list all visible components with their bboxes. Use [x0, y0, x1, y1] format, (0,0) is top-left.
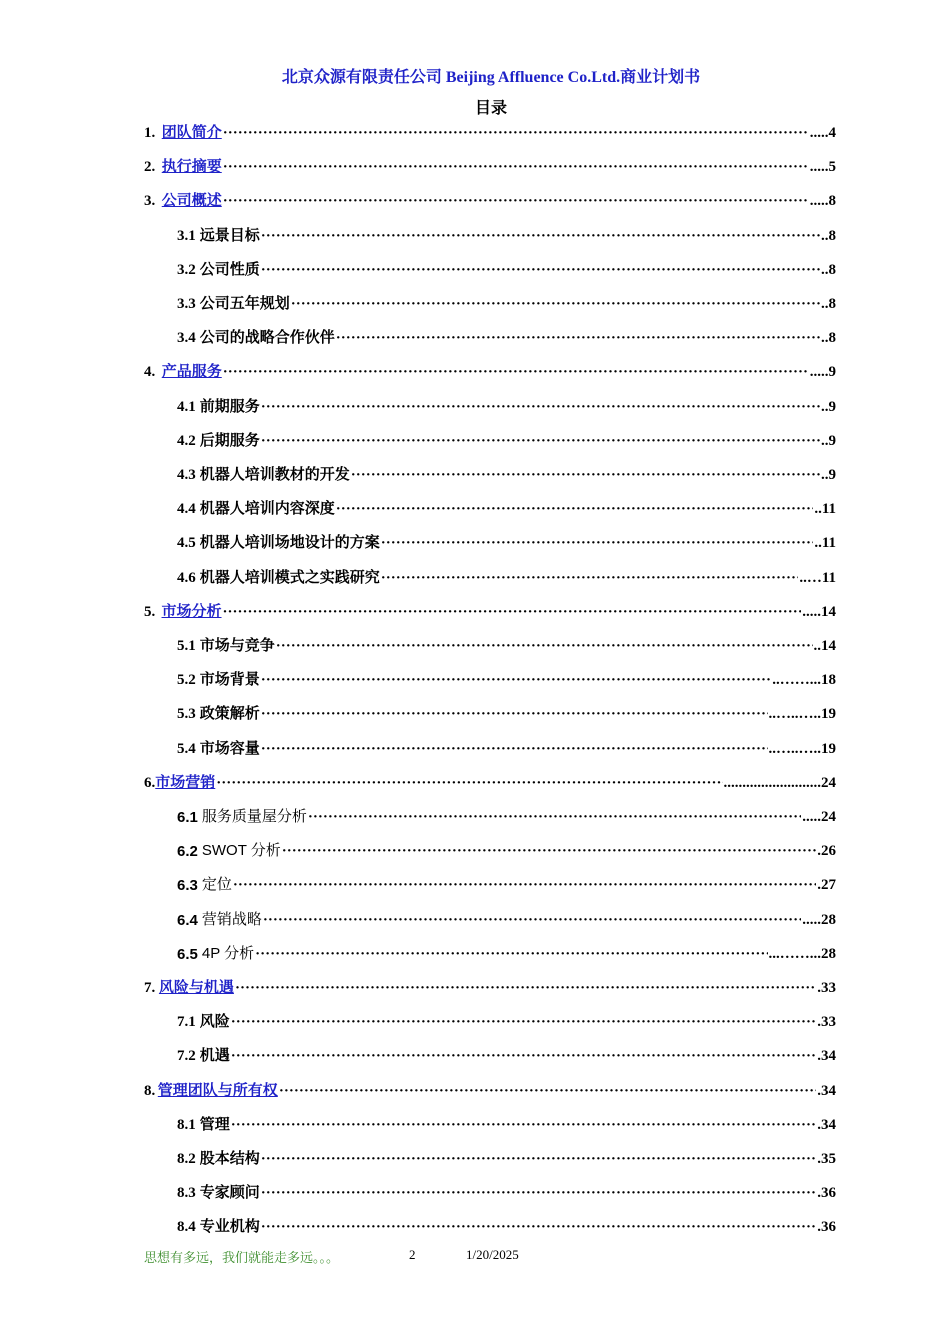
- toc-section-entry[interactable]: [177, 836, 836, 860]
- toc-entry-number: 5.1: [177, 638, 196, 654]
- toc-chapter-entry[interactable]: [144, 1076, 836, 1100]
- toc-section-entry[interactable]: [177, 1110, 836, 1134]
- toc-section-entry[interactable]: [177, 221, 836, 245]
- toc-entry-number: 7.2: [177, 1048, 196, 1065]
- document-header-title: 北京众源有限责任公司 Beijing Affluence Co.Ltd.商业计划书: [281, 69, 701, 86]
- dot-leader: [261, 741, 768, 758]
- dot-leader: [223, 364, 809, 381]
- toc-entry-number: 6.2: [177, 843, 198, 861]
- toc-page-number: ..8: [821, 330, 836, 347]
- toc-section-entry[interactable]: [177, 1041, 836, 1065]
- toc-page-number: .34: [817, 1116, 836, 1133]
- toc-entry-number: 8.1: [177, 1116, 196, 1133]
- toc-entry-number: 3.4: [177, 330, 196, 347]
- toc-page-number: ..…..…..19: [768, 706, 836, 723]
- dot-leader: [279, 1083, 816, 1100]
- toc-section-label: 远景目标: [199, 227, 260, 244]
- toc-section-label: 政策解析: [199, 706, 260, 723]
- toc-entry-number: 4.2: [177, 432, 196, 449]
- toc-section-entry[interactable]: [177, 1007, 836, 1031]
- toc-entry-number: 8.3: [177, 1185, 196, 1202]
- dot-leader: [255, 946, 767, 963]
- toc-section-label: 专家顾问: [199, 1185, 260, 1202]
- toc-entry-number: 4.3: [177, 467, 196, 483]
- toc-section-label: 后期服务: [199, 432, 260, 449]
- toc-entry-number: 3.: [144, 193, 156, 210]
- toc-section-entry[interactable]: [177, 563, 836, 587]
- toc-section-entry[interactable]: [177, 426, 836, 450]
- toc-page-number: .33: [817, 1014, 836, 1031]
- dot-leader: [223, 125, 809, 142]
- toc-entry-number: 7.1: [177, 1014, 196, 1031]
- toc-entry-number: 4.1: [177, 398, 196, 415]
- toc-chapter-link[interactable]: 风险与机遇: [158, 980, 234, 996]
- toc-entry-number: 4.: [144, 364, 156, 381]
- dot-leader: [381, 570, 799, 587]
- dot-leader: [216, 775, 722, 792]
- toc-chapter-entry[interactable]: [144, 357, 836, 381]
- dot-leader: [261, 706, 768, 723]
- toc-page-number: ..9: [821, 398, 836, 415]
- toc-entry-number: 3.3: [177, 296, 196, 312]
- toc-section-label: 服务质量屋分析: [201, 808, 307, 825]
- toc-chapter-link[interactable]: 团队简介: [161, 125, 222, 141]
- toc-section-label: SWOT 分析: [201, 842, 281, 860]
- toc-section-label: 市场背景: [199, 672, 260, 689]
- dot-leader: [223, 193, 809, 210]
- toc-chapter-link[interactable]: 公司概述: [161, 193, 222, 210]
- toc-page-number: ..14: [813, 638, 836, 654]
- toc-section-label: 前期服务: [199, 398, 260, 415]
- toc-section-entry[interactable]: [177, 392, 836, 416]
- toc-entry-number: 5.2: [177, 672, 196, 689]
- toc-page-number: .36: [817, 1219, 836, 1236]
- toc-entry-number: 5.: [144, 603, 156, 620]
- dot-leader: [308, 809, 801, 826]
- toc-entry-number: 1.: [144, 125, 156, 141]
- toc-page-number: .26: [817, 843, 836, 860]
- toc-entry-number: 8.: [144, 1082, 156, 1099]
- toc-section-entry[interactable]: [177, 494, 836, 518]
- toc-entry-number: 8.2: [177, 1151, 196, 1167]
- toc-page-number: ..9: [821, 432, 836, 449]
- toc-section-entry[interactable]: [177, 734, 836, 758]
- dot-leader: [263, 912, 801, 929]
- toc-section-label: 公司五年规划: [199, 296, 290, 312]
- toc-section-label: 机器人培训教材的开发: [199, 467, 350, 483]
- toc-section-label: 股本结构: [199, 1151, 260, 1167]
- toc-page-number: .27: [817, 877, 836, 894]
- toc-page-number: .....28: [802, 911, 836, 928]
- toc-section-entry[interactable]: [177, 870, 836, 894]
- toc-entry-number: 6.1: [177, 809, 198, 826]
- toc-entry-number: 5.4: [177, 740, 196, 757]
- dot-leader: [261, 228, 820, 245]
- toc-chapter-entry[interactable]: [144, 768, 836, 792]
- toc-section-entry[interactable]: [177, 289, 836, 313]
- toc-section-entry[interactable]: [177, 802, 836, 826]
- dot-leader: [231, 1117, 816, 1134]
- toc-section-label: 定位: [201, 876, 232, 894]
- toc-section-entry[interactable]: [177, 460, 836, 484]
- toc-page-number: .....9: [809, 364, 836, 381]
- dot-leader: [261, 433, 820, 450]
- toc-entry-number: 6.3: [177, 877, 198, 895]
- toc-entry-number: 6.: [144, 774, 156, 791]
- toc-page-number: ..……...18: [772, 672, 836, 689]
- dot-leader: [261, 1151, 816, 1168]
- toc-section-label: 营销战略: [201, 910, 262, 928]
- toc-section-entry[interactable]: [177, 528, 836, 552]
- toc-entry-number: 3.2: [177, 261, 196, 278]
- toc-page-number: .35: [817, 1151, 836, 1167]
- page-footer: [144, 1247, 519, 1266]
- toc-page-number: .36: [817, 1185, 836, 1202]
- dot-leader: [261, 262, 820, 279]
- toc-entry-number: 2.: [144, 159, 156, 176]
- dot-leader: [261, 672, 771, 689]
- toc-page-number: .....8: [809, 193, 836, 210]
- toc-page-number: ..11: [814, 535, 836, 552]
- toc-section-entry[interactable]: [177, 665, 836, 689]
- toc-section-label: 风险: [199, 1014, 230, 1031]
- toc-chapter-link[interactable]: 市场营销: [155, 774, 216, 791]
- toc-page-number: .34: [817, 1048, 836, 1065]
- toc-section-entry[interactable]: [177, 1178, 836, 1202]
- toc-page-number: ..…..…..19: [768, 740, 836, 757]
- toc-chapter-link[interactable]: 管理团队与所有权: [157, 1082, 278, 1099]
- toc-entry-number: 6.5: [177, 945, 198, 963]
- toc-chapter-link[interactable]: 产品服务: [161, 364, 222, 381]
- dot-leader: [381, 535, 814, 552]
- toc-page-number: .....5: [809, 159, 836, 176]
- toc-page-number: .....4: [809, 125, 836, 141]
- toc-section-label: 机器人培训场地设计的方案: [199, 535, 380, 552]
- toc-section-label: 市场容量: [199, 740, 260, 757]
- toc-page-number: .34: [817, 1082, 836, 1099]
- dot-leader: [291, 296, 820, 313]
- toc-section-entry[interactable]: [177, 1144, 836, 1168]
- dot-leader: [261, 399, 820, 416]
- toc-title: 目录: [474, 100, 507, 117]
- toc-chapter-entry[interactable]: [144, 152, 836, 176]
- toc-page-number: ..11: [814, 501, 836, 518]
- toc-page-number: ..8: [821, 227, 836, 244]
- toc-page-number: ..8: [821, 261, 836, 278]
- toc-page-number: ...……...28: [768, 945, 836, 962]
- toc-entry-number: 6.4: [177, 911, 198, 929]
- toc-section-label: 公司性质: [199, 261, 260, 278]
- toc-entry-number: 4.5: [177, 535, 196, 552]
- dot-leader: [336, 330, 820, 347]
- toc-section-entry[interactable]: [177, 699, 836, 723]
- toc-section-label: 机器人培训模式之实践研究: [199, 569, 380, 586]
- dot-leader: [261, 1185, 816, 1202]
- toc-section-label: 公司的战略合作伙伴: [199, 330, 335, 347]
- toc-entry-number: 3.1: [177, 227, 196, 244]
- toc-section-entry[interactable]: [177, 255, 836, 279]
- dot-leader: [336, 501, 814, 518]
- dot-leader: [235, 980, 816, 997]
- toc-section-label: 市场与竞争: [199, 638, 275, 654]
- toc-chapter-entry[interactable]: [144, 597, 836, 621]
- toc-page-number: .....24: [802, 809, 836, 825]
- dot-leader: [351, 467, 820, 484]
- dot-leader: [223, 604, 802, 621]
- toc-section-entry[interactable]: [177, 1212, 836, 1236]
- toc-page-number: ..…11: [799, 569, 836, 586]
- dot-leader: [261, 1219, 816, 1236]
- toc-section-entry[interactable]: [177, 323, 836, 347]
- toc-section-label: 机遇: [199, 1048, 230, 1065]
- toc-chapter-entry[interactable]: [144, 973, 836, 997]
- dot-leader: [233, 877, 816, 894]
- toc-chapter-entry[interactable]: [144, 118, 836, 142]
- toc-entry-number: 4.4: [177, 501, 196, 518]
- dot-leader: [276, 638, 813, 655]
- toc-section-label: 专业机构: [199, 1219, 260, 1236]
- footer-motto: 思想有多远，我们就能走多远。。。: [144, 1250, 340, 1265]
- toc-chapter-link[interactable]: 市场分析: [161, 603, 222, 620]
- toc-entry-number: 4.6: [177, 569, 196, 586]
- toc-page-number: .33: [817, 980, 836, 996]
- toc-section-label: 管理: [199, 1116, 230, 1133]
- toc-chapter-entry[interactable]: [144, 186, 836, 210]
- toc-entry-number: 7.: [144, 980, 156, 996]
- toc-section-entry[interactable]: [177, 631, 836, 655]
- footer-page-number: 2: [409, 1247, 416, 1262]
- toc-section-entry[interactable]: [177, 939, 836, 963]
- toc-section-entry[interactable]: [177, 905, 836, 929]
- dot-leader: [223, 159, 809, 176]
- footer-date: 1/20/2025: [466, 1247, 519, 1262]
- dot-leader: [282, 843, 817, 860]
- toc-page-number: ..........................24: [723, 774, 836, 791]
- toc-entry-number: 5.3: [177, 706, 196, 723]
- dot-leader: [231, 1014, 816, 1031]
- toc-chapter-link[interactable]: 执行摘要: [161, 159, 222, 176]
- toc-page-number: ..9: [821, 467, 836, 483]
- toc-page-number: .....14: [802, 603, 836, 620]
- dot-leader: [231, 1048, 816, 1065]
- toc-section-label: 4P 分析: [201, 944, 255, 962]
- toc-page-number: ..8: [821, 296, 836, 312]
- toc-entry-number: 8.4: [177, 1219, 196, 1236]
- toc-section-label: 机器人培训内容深度: [199, 501, 335, 518]
